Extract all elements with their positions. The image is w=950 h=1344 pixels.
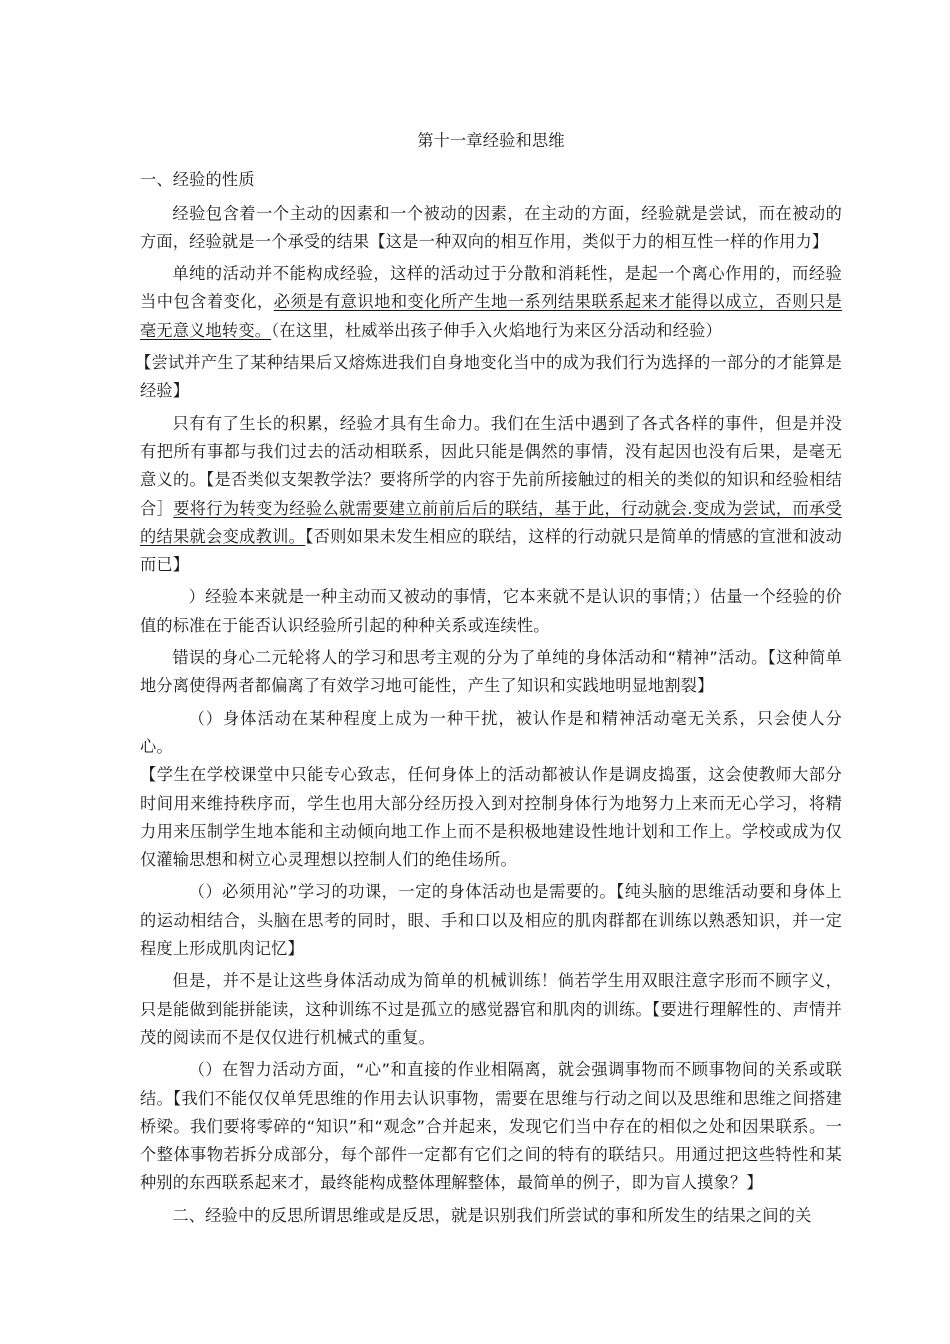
paragraph: 经验包含着一个主动的因素和一个被动的因素，在主动的方面，经验就是尝试，而在被动的方面，经验就是一个承受的结果【这是一种双向的相互作用，类似于力的相互性一样的作用力】 — [140, 203, 842, 251]
paragraph: 【学生在学校课堂中只能专心致志，任何身体上的活动都被认作是调皮捣蛋，这会使教师大部分时间用来维持秩序而，学生也用大部分经历投入到对控制身体行为地努力上来而无心学习，将精力用来压制学生地本能和主动倾向地工作上而不是积极地建设性地计划和工作上。学校或成为仅仅灌输思想和树立心灵理想以控制人们的绝佳场所。 — [140, 765, 842, 870]
paragraph-text: （在这里，杜威举出孩子伸手入火焰地行为来区分活动和经验） — [271, 320, 722, 340]
paragraph — [140, 410, 842, 580]
paragraph: 【尝试并产生了某种结果后又熔炼进我们自身地变化当中的成为我们行为选择的一部分的才能算是经验】 — [135, 353, 842, 401]
document-body — [135, 127, 843, 1234]
underlined-text: 必须是有意识地和变化所产生地一系列结果联系起来才能得以成立，否则只是毫无意义地转变。 — [140, 292, 842, 340]
paragraph: （）身体活动在某种程度上成为一种干扰，被认作是和精神活动毫无关系，只会使人分心。 — [140, 708, 842, 756]
paragraph: ）经验本来就是一种主动而又被动的事情，它本来就不是认识的事情；）估量一个经验的价值的标准在于能否认识经验所引起的种种关系或连续性。 — [140, 587, 842, 635]
paragraph-text: 单纯的活动并不能构成经验，这样的活动过于分散和消耗性，是起一个离心作用的，而经验当中包含着变化， — [140, 264, 842, 312]
paragraph — [140, 260, 842, 345]
underlined-text: 要将行为转变为经验么就需要建立前前后后的联结，基于此，行动就会.变成为尝试，而承受的结果就会变成教训。 — [140, 498, 843, 546]
paragraph: 错误的身心二元轮将人的学习和思考主观的分为了单纯的身体活动和“精神”活动。【这种简单地分离使得两者都偏离了有效学习地可能性，产生了知识和实践地明显地割裂】 — [140, 648, 842, 696]
paragraph-text: 只有有了生长的积累，经验才具有生命力。我们在生活中遇到了各式各样的事件，但是并没有把所有事都与我们过去的活动相联系，因此只能是偶然的事情，没有起因也没有后果，是毫无意义的。【是否类似支架教学法？要将所学的内容于先前所接触过的相关的类似的知识和经验相结合］ — [140, 413, 842, 518]
page-title: 第十一章经验和思维 — [417, 131, 565, 150]
paragraph-text: 【否则如果未发生相应的联结，这样的行动就只是简单的情感的宣泄和波动而已】 — [140, 526, 842, 575]
paragraph: （）在智力活动方面，“心”和直接的作业相隔离，就会强调事物而不顾事物间的关系或联结。【我们不能仅仅单凭思维的作用去认识事物，需要在思维与行动之间以及思维和思维之间搭建桥梁。我们要将零碎的“知识”和“观念”合并起来，发现它们当中存在的相似之处和因果联系。一个整体事物若拆分成部分，每个部件一定都有它们之间的特有的联结只。用通过把这些特性和某种别的东西联系起来才，最终能构成整体理解整体，最简单的例子，即为盲人摸象？】 — [140, 1060, 842, 1193]
section-heading: 一、经验的性质 — [140, 170, 255, 190]
paragraph: （）必须用沁”学习的功课，一定的身体活动也是需要的。【纯头脑的思维活动要和身体上的运动相结合，头脑在思考的同时，眼、手和口以及相应的肌肉群都在训练以熟悉知识，并一定程度上形成肌肉记忆】 — [140, 882, 842, 959]
paragraph: 但是，并不是让这些身体活动成为简单的机械训练！倘若学生用双眼注意字形而不顾字义，只是能做到能拼能读，这种训练不过是孤立的感觉器官和肌肉的训练。【要进行理解性的、声情并茂的阅读而不是仅仅进行机械式的重复。 — [140, 971, 842, 1047]
section-heading: 二、经验中的反思所谓思维或是反思，就是识别我们所尝试的事和所发生的结果之间的关 — [172, 1205, 812, 1225]
